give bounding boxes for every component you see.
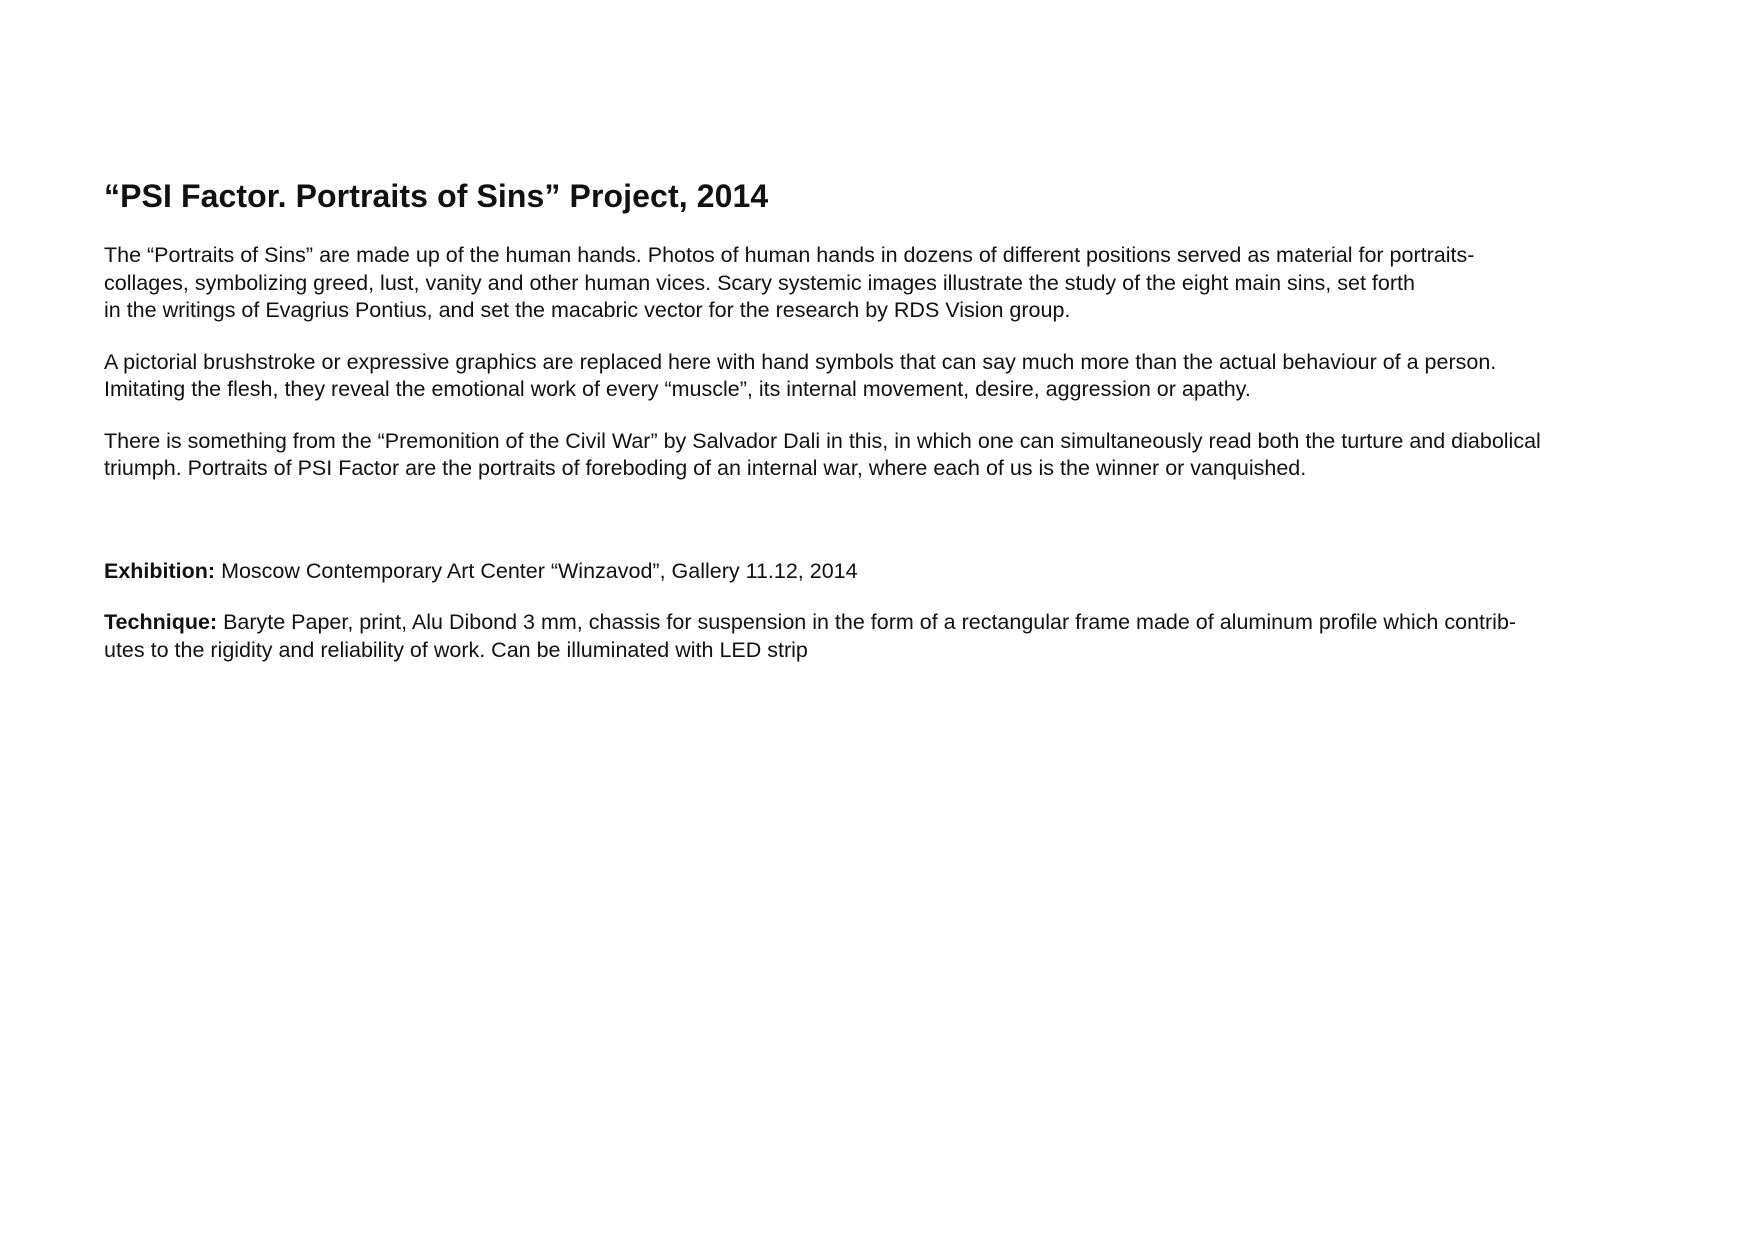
exhibition-info [104,558,1664,586]
section-spacer [104,507,1664,558]
document-page [104,176,1664,688]
technique-info [104,609,1664,664]
technique-line [104,609,1664,637]
paragraph-line: in the writings of Evagrius Pontius, and set the macabric vector for the research by RDS Vision group. [104,298,1071,322]
paragraph-line: collages, symbolizing greed, lust, vanity and other human vices. Scary systemic images illustrate the study of the eight main sins, set forth [104,270,1415,295]
paragraph-line: The “Portraits of Sins” are made up of the human hands. Photos of human hands in dozens of different positions served as material for portraits- [104,243,1475,267]
paragraph-intro [104,242,1664,325]
technique-value: Baryte Paper, print, Alu Dibond 3 mm, chassis for suspension in the form of a rectangular frame made of aluminum profile which contrib- [223,610,1517,634]
technique-line-continued: utes to the rigidity and reliability of work. Can be illuminated with LED strip [104,637,808,662]
paragraph-dali [104,428,1664,483]
paragraph-line: Imitating the flesh, they reveal the emotional work of every “muscle”, its internal movement, desire, aggression or apathy. [104,377,1251,401]
exhibition-line [104,558,1664,586]
document-title: “PSI Factor. Portraits of Sins” Project, 2014 [104,178,769,214]
paragraph-line: There is something from the “Premonition of the Civil War” by Salvador Dali in this, in which one can simultaneously read both the turture and diabolical [104,428,1541,453]
technique-label: Technique: [104,610,218,634]
exhibition-value: Moscow Contemporary Art Center “Winzavod”, Gallery 11.12, 2014 [221,558,858,583]
exhibition-label: Exhibition: [104,558,216,583]
paragraph-line: A pictorial brushstroke or expressive graphics are replaced here with hand symbols that can say much more than the actual behaviour of a person. [104,349,1497,374]
paragraph-brushstroke [104,349,1664,404]
paragraph-line: triumph. Portraits of PSI Factor are the portraits of foreboding of an internal war, where each of us is the winner or vanquished. [104,456,1307,480]
